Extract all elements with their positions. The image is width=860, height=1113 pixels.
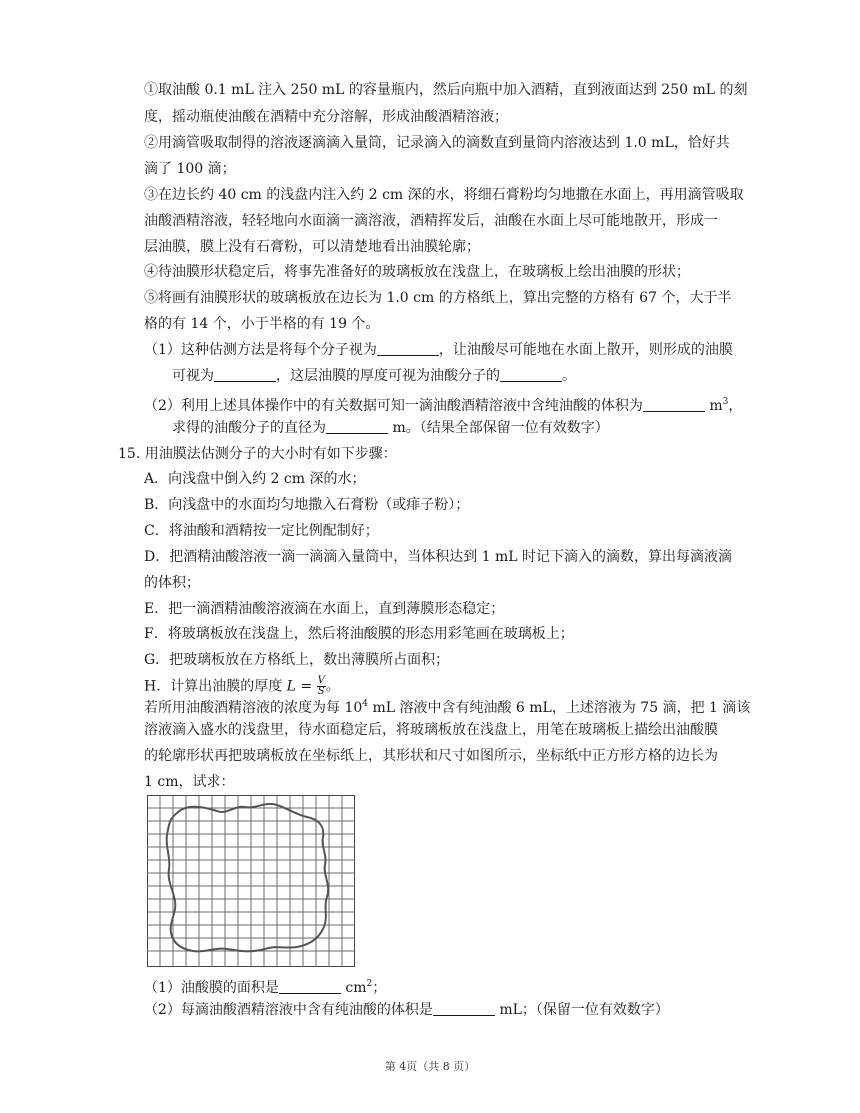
step-h-end: 。 xyxy=(325,678,340,695)
grid-lines xyxy=(147,795,355,967)
line-step1b: 度，摇动瓶使油酸在酒精中充分溶解，形成油酸酒精溶液； xyxy=(144,109,508,125)
step-d-line1: D．把酒精油酸溶液一滴一滴滴入量筒中，当体积达到 1 mL 时记下滴入的滴数，算出每滴液滴 xyxy=(144,549,733,565)
answer-1-exponent: 2 xyxy=(366,979,373,989)
answer-1-unit: cm xyxy=(345,980,367,996)
question-2-line2 xyxy=(172,418,609,438)
condition-text-b: mL 溶液中含有纯油酸 6 mL，上述溶液为 75 滴，把 1 滴该 xyxy=(368,700,751,716)
formula-numerator: V xyxy=(317,675,325,686)
q2-text-c: 求得的油酸分子的直径为 xyxy=(172,420,326,436)
step-f: F．将玻璃板放在浅盘上，然后将油酸膜的形态用彩笔画在玻璃板上； xyxy=(144,626,574,642)
oil-film-outline xyxy=(167,804,329,952)
question-1-line1 xyxy=(144,340,733,360)
line-step2b: 滴了 100 滴； xyxy=(144,161,236,177)
formula-equals: = xyxy=(295,678,317,695)
condition-line3: 的轮廓形状再把玻璃板放在坐标纸上，其形状和尺寸如图所示，坐标纸中正方形方格的边长为 xyxy=(144,748,718,764)
page-footer: 第 4页（共 8 页） xyxy=(384,1060,476,1073)
answer-blank[interactable] xyxy=(214,367,276,382)
q2-unit: m xyxy=(709,398,723,414)
step-h-text: H．计算出油膜的厚度 xyxy=(144,678,287,695)
line-step3a: ③在边长约 40 cm 的浅盘内注入约 2 cm 深的水，将细石膏粉均匀地撒在水面上，再用滴管吸取 xyxy=(144,187,744,203)
q2-text-a: （2）利用上述具体操作中的有关数据可知一滴油酸酒精溶液中含纯油酸的体积为 xyxy=(144,398,643,414)
question-2-line1 xyxy=(144,392,742,416)
answer-1-line xyxy=(144,974,386,998)
answer-1-text: （1）油酸膜的面积是 xyxy=(144,980,279,996)
answer-1-end: ； xyxy=(372,980,387,996)
question-1-line2 xyxy=(172,366,576,386)
condition-line4: 1 cm，试求： xyxy=(144,774,235,790)
answer-blank[interactable] xyxy=(433,1001,495,1016)
line-step5a: ⑤将画有油膜形状的玻璃板放在边长为 1.0 cm 的方格纸上，算出完整的方格有 67 个，大于半 xyxy=(144,290,732,306)
q2-exponent: 3 xyxy=(722,397,729,407)
line-step3c: 层油膜，膜上没有石膏粉，可以清楚地看出油膜轮廓； xyxy=(144,239,480,255)
problem-15-title: 15. 用油膜法估测分子的大小时有如下步骤： xyxy=(118,446,397,462)
answer-blank[interactable] xyxy=(643,397,705,412)
oil-film-grid-figure xyxy=(147,795,355,967)
answer-2-end: mL；（保留一位有效数字） xyxy=(499,1002,669,1018)
step-g: G．把玻璃板放在方格纸上，数出薄膜所占面积； xyxy=(144,652,450,668)
answer-2-text: （2）每滴油酸酒精溶液中含有纯油酸的体积是 xyxy=(144,1002,433,1018)
step-a: A．向浅盘中倒入约 2 cm 深的水； xyxy=(144,471,366,487)
answer-2-line xyxy=(144,1000,669,1020)
condition-exponent: 4 xyxy=(362,699,368,709)
line-step2a: ②用滴管吸取制得的溶液逐滴滴入量筒，记录滴入的滴数直到量筒内溶液达到 1.0 mL，恰好共 xyxy=(144,135,730,151)
answer-blank[interactable] xyxy=(326,419,388,434)
q1-text-a: （1）这种估测方法是将每个分子视为 xyxy=(144,342,377,358)
condition-line2: 溶液滴入盛水的浅盘里，待水面稳定后，将玻璃板放在浅盘上，用笔在玻璃板上描绘出油酸膜 xyxy=(144,722,718,738)
q1-text-c: 可视为 xyxy=(172,368,214,384)
q2-text-b: ， xyxy=(728,398,743,414)
line-step1a: ①取油酸 0.1 mL 注入 250 mL 的容量瓶内，然后向瓶中加入酒精，直到液面达到 250 mL 的刻 xyxy=(144,82,748,98)
q1-text-d: ，这层油膜的厚度可视为油酸分子的 xyxy=(276,368,500,384)
answer-blank[interactable] xyxy=(500,367,562,382)
step-b: B．向浅盘中的水面均匀地撒入石膏粉（或痱子粉）； xyxy=(144,497,470,513)
line-step3b: 油酸酒精溶液，轻轻地向水面滴一滴溶液，酒精挥发后，油酸在水面上尽可能地散开，形成一 xyxy=(144,213,718,229)
step-e: E．把一滴酒精油酸溶液滴在水面上，直到薄膜形态稳定； xyxy=(144,601,505,617)
q1-text-b: ，让油酸尽可能地在水面上散开，则形成的油膜 xyxy=(438,342,733,358)
q1-text-e: 。 xyxy=(562,368,576,384)
answer-blank[interactable] xyxy=(279,979,341,994)
condition-text-a: 若所用油酸酒精溶液的浓度为每 10 xyxy=(144,700,363,716)
step-d-line2: 的体积； xyxy=(144,575,200,591)
formula-denominator: S xyxy=(317,686,325,697)
line-step4: ④待油膜形状稳定后，将事先准备好的玻璃板放在浅盘上，在玻璃板上绘出油膜的形状； xyxy=(144,264,690,280)
line-step5b: 格的有 14 个，小于半格的有 19 个。 xyxy=(144,316,380,332)
answer-blank[interactable] xyxy=(377,341,439,356)
step-c: C．将油酸和酒精按一定比例配制好； xyxy=(144,523,379,539)
q2-text-d: m。（结果全部保留一位有效数字） xyxy=(392,420,609,436)
formula-l: L xyxy=(286,678,296,695)
condition-line1 xyxy=(144,694,750,718)
